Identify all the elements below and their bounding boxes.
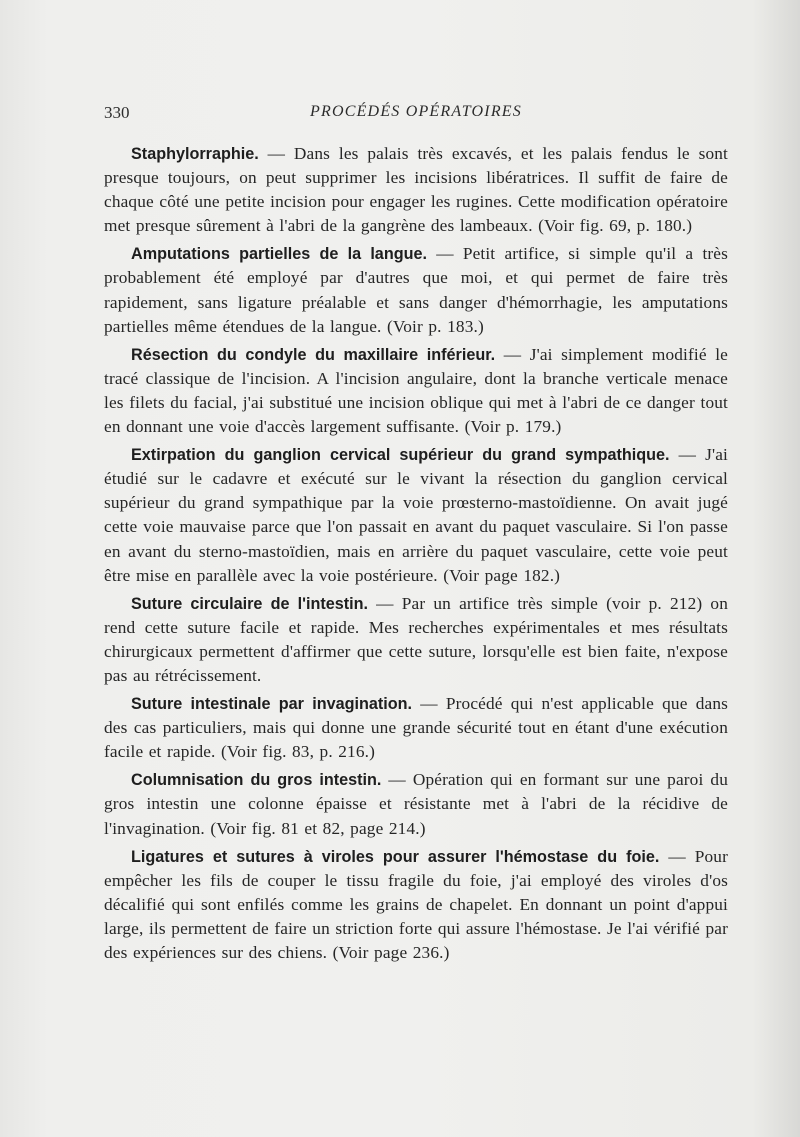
section-heading: Résection du condyle du maxillaire inférieur. xyxy=(131,345,496,364)
page-number: 330 xyxy=(104,103,130,122)
section-dash: — xyxy=(381,770,413,790)
section-staphylorraphie xyxy=(104,142,728,238)
page-body xyxy=(104,142,728,969)
section-heading: Columnisation du gros intestin. xyxy=(131,771,382,790)
section-text: Pour empêcher les fils de couper le tissu fragile du foie, j'ai employé des viroles d'os décalifié qui sont enfilés comme les grains de chapelet. En donnant un point d'appui large, ils permettent de faire un striction forte qui assure l'hémostase. Je l'ai vérifié par des expériences sur des chiens. (Voir page 236.) xyxy=(104,846,728,962)
section-heading: Amputations partielles de la langue. xyxy=(131,245,427,264)
section-dash: — xyxy=(495,344,530,364)
section-dash: — xyxy=(258,144,294,163)
section-text: Petit artifice, si simple qu'il a très probablement été employé par d'autres que moi, et qui permet de faire très rapidement, sans ligature préalable et sans danger d'hémorrhagie, les amputations partielles même étendues de la langue. (Voir p. 183.) xyxy=(104,244,729,336)
section-suture-invagination xyxy=(104,692,728,764)
section-heading: Suture circulaire de l'intestin. xyxy=(131,594,369,613)
section-heading: Staphylorraphie. xyxy=(131,145,259,163)
page-header xyxy=(104,103,728,127)
section-extirpation-ganglion xyxy=(104,443,728,588)
section-dash: — xyxy=(412,694,446,714)
section-dash: — xyxy=(669,445,706,465)
section-text: Procédé qui n'est applicable que dans des cas particuliers, mais qui donne une grande sécurité tout en étant d'une exécution facile et rapide. (Voir fig. 83, p. 216.) xyxy=(104,694,729,762)
section-columnisation xyxy=(104,768,728,840)
section-text: J'ai simplement modifié le tracé classique de l'incision. A l'incision angulaire, dont la branche verticale menace les filets du facial, j'ai substitué une incision oblique qui met à l'abri de ce danger tout en donnant une voie d'accès largement suffisante. (Voir p. 179.) xyxy=(104,344,729,437)
section-heading: Extirpation du ganglion cervical supérieur du grand sympathique. xyxy=(131,446,670,465)
section-resection-condyle xyxy=(104,343,728,439)
section-text: Par un artifice très simple (voir p. 212) on rend cette suture facile et rapide. Mes recherches expérimentales et mes résultats chirurgicaux permettent d'affirmer que cette suture, lorsqu'elle est bien faite, n'expose pas au rétrécissement. xyxy=(104,593,728,685)
section-heading: Ligatures et sutures à viroles pour assurer l'hémostase du foie. xyxy=(131,847,660,866)
section-text: Dans les palais très excavés, et les palais fendus le sont presque toujours, on peut supprimer les incisions libératrices. Il suffit de faire de chaque côté une petite incision pour engager les rugines. Cette modification opératoire met presque sûrement à l'abri de la gangrène des lambeaux. (Voir fig. 69, p. 180.) xyxy=(104,144,728,236)
section-text: J'ai étudié sur le cadavre et exécuté sur le vivant la résection du ganglion cervical supérieur du grand sympathique par la voie prœsterno-mastoïdienne. On avait jugé cette voie mauvaise parce que l'on passait en avant du paquet vasculaire. Si l'on passe en avant du sterno-mastoïdien, mais en arrière du paquet vasculaire, cette voie peut être mise en parallèle avec la voie postérieure. (Voir page 182.) xyxy=(104,445,729,585)
section-dash: — xyxy=(368,593,402,613)
section-dash: — xyxy=(659,846,695,866)
section-ligatures-viroles xyxy=(104,845,728,965)
section-text: Opération qui en formant sur une paroi du gros intestin une colonne épaisse et résistante met à l'abri de la récidive de l'invagination. (Voir fig. 81 et 82, page 214.) xyxy=(104,770,729,838)
section-dash: — xyxy=(426,244,463,264)
section-heading: Suture intestinale par invagination. xyxy=(131,695,413,714)
section-amputations-langue xyxy=(104,242,728,338)
running-title: PROCÉDÉS OPÉRATOIRES xyxy=(310,103,522,120)
section-suture-circulaire xyxy=(104,592,728,688)
